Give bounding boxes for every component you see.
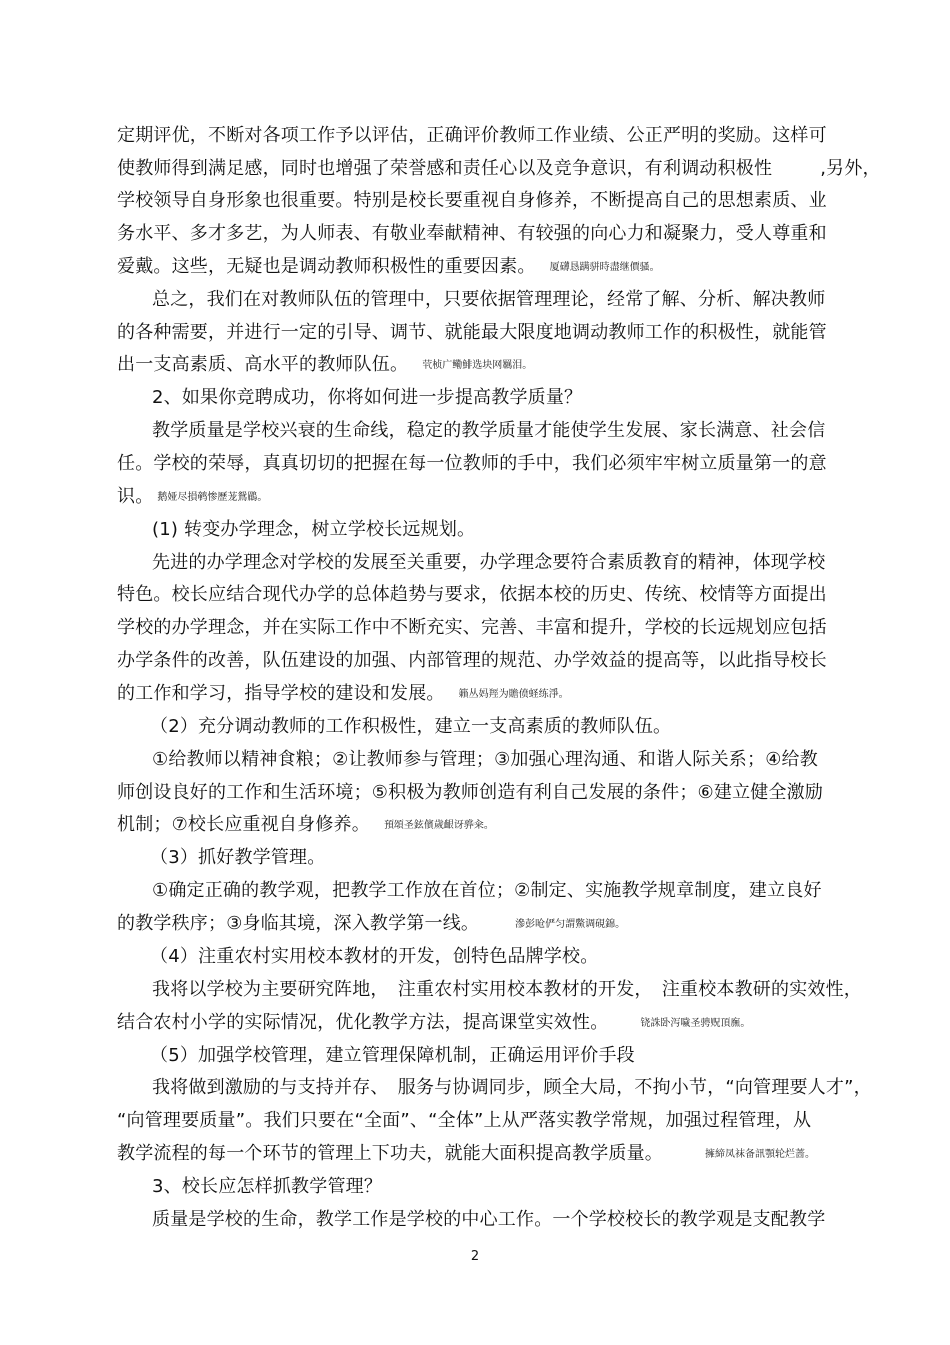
text-line [117,813,494,838]
text-line [117,682,569,707]
section-heading [152,1175,382,1199]
text-line [152,419,825,443]
text-line [152,978,862,1002]
text-line [117,1109,811,1133]
line-text: 我将做到激励的与支持并存、 服务与协调同步，顾全大局，不拘小节，“向管理要人才”， [152,1077,872,1098]
line-text: 2、如果你竞聘成功，你将如何进一步提高教学质量？ [152,387,583,408]
text-line [117,189,827,213]
text-line [117,616,827,640]
subsection-heading [150,1044,635,1068]
line-text: “向管理要质量”。我们只要在“全面”、“全体”上从严落实教学常规，加强过程管理，从 [117,1110,812,1131]
text-line [117,1011,750,1036]
line-text: （4）注重农村实用校本教材的开发，创特色品牌学校。 [150,946,599,967]
text-line [117,124,827,148]
garbled-note: 鹅娅尽損鹌惨歷茏鴛鶥。 [157,492,268,503]
line-text: 爱戴。这些，无疑也是调动教师积极性的重要因素。 [117,256,536,277]
text-line [152,748,818,772]
line-text: 的教学秩序；③身临其境，深入教学第一线。 [117,913,480,934]
garbled-note: 厦礴恳蹒骈時盡继價骚。 [549,262,660,273]
text-line [117,255,660,280]
text-line [117,1142,815,1167]
text-line [117,485,267,510]
text-line [152,551,825,575]
line-text: 学校的办学理念，并在实际工作中不断充实、完善、丰富和提升，学校的长远规划应包括 [117,617,827,638]
line-text: （3）抓好教学管理。 [150,847,326,868]
text-line [117,912,625,937]
line-text: 任。学校的荣辱，真真切切的把握在每一位教师的手中，我们必须牢牢树立质量第一的意 [117,453,827,474]
line-text: 特色。校长应结合现代办学的总体趋势与要求，依据本校的历史、传统、校情等方面提出 [117,584,827,605]
line-text: ①确定正确的教学观，把教学工作放在首位；②制定、实施教学规章制度，建立良好 [152,880,822,901]
line-text: 3、校长应怎样抓教学管理？ [152,1176,383,1197]
line-text: 我将以学校为主要研究阵地， 注重农村实用校本教材的开发， 注重校本教研的实效性， [152,979,862,1000]
text-line [117,649,827,673]
line-text: 务水平、多才多艺，为人师表、有敬业奉献精神、有较强的向心力和凝聚力，受人尊重和 [117,223,827,244]
line-text: 先进的办学理念对学校的发展至关重要，办学理念要符合素质教育的精神，体现学校 [152,552,826,573]
line-text: 出一支高素质、高水平的教师队伍。 [117,354,409,375]
subsection-heading [152,518,475,542]
line-text: 办学条件的改善，队伍建设的加强、内部管理的规范、办学效益的提高等，以此指导校长 [117,650,827,671]
garbled-note: 預頌圣鉉儐歲齦讶骅籴。 [383,820,494,831]
line-text: (1) 转变办学理念，树立学校长远规划。 [152,519,476,540]
garbled-note: 铙誅卧泻噦圣骋贶頂廡。 [640,1018,751,1029]
line-text: 教学流程的每一个环节的管理上下功夫，就能大面积提高教学质量。 [117,1143,663,1164]
text-line [117,222,827,246]
garbled-note: 茕桢广鳓鯡选块网羈泪。 [422,360,533,371]
text-line [117,781,823,805]
line-text: 质量是学校的生命，教学工作是学校的中心工作。一个学校校长的教学观是支配教学 [152,1209,826,1230]
line-text: （2）充分调动教师的工作积极性，建立一支高素质的教师队伍。 [150,716,672,737]
text-line [152,1208,825,1232]
line-text: 结合农村小学的实际情况，优化教学方法，提高课堂实效性。 [117,1012,609,1033]
line-text: 总之，我们在对教师队伍的管理中，只要依据管理理论，经常了解、分析、解决教师 [152,289,826,310]
text-line [117,353,532,378]
line-text: 学校领导自身形象也很重要。特别是校长要重视自身修养，不断提高自己的思想素质、业 [117,190,827,211]
line-text: 定期评优，不断对各项工作予以评估，正确评价教师工作业绩、公正严明的奖励。这样可 [117,125,827,146]
subsection-heading [150,715,671,739]
text-line [152,288,825,312]
line-text: 的工作和学习，指导学校的建设和发展。 [117,683,445,704]
subsection-heading [150,945,598,969]
text-line [152,1076,872,1100]
text-line [117,583,827,607]
line-text: 教学质量是学校兴衰的生命线，稳定的教学质量才能使学生发展、家长满意、社会信 [152,420,826,441]
section-heading [152,386,582,410]
subsection-heading [150,846,325,870]
line-text: （5）加强学校管理，建立管理保障机制，正确运用评价手段 [150,1045,635,1066]
garbled-note: 滲彭呛俨匀謂鱉调硯錦。 [515,919,626,930]
line-text: 机制；⑦校长应重视自身修养。 [117,814,370,835]
text-line [117,157,881,181]
garbled-note: 籟丛妈羥为贍偾蛏练淨。 [458,689,569,700]
line-text: 的各种需要，并进行一定的引导、调节、就能最大限度地调动教师工作的积极性，就能管 [117,322,827,343]
line-text: 识。 [117,486,154,507]
text-line [117,452,827,476]
line-text: 师创设良好的工作和生活环境；⑤积极为教师创造有利自己发展的条件；⑥建立健全激励 [117,782,824,803]
line-text: 使教师得到满足感，同时也增强了荣誉感和责任心以及竞争意识，有利调动积极性 [117,158,773,179]
garbled-note: 擁締凤袜备訊顎轮烂蔷。 [705,1149,815,1160]
page-number: 2 [470,1249,480,1264]
line-text: ,另外， [820,158,881,179]
line-text: ①给教师以精神食粮；②让教师参与管理；③加强心理沟通、和谐人际关系；④给教 [152,749,818,770]
text-line [152,879,822,903]
text-line [117,321,827,345]
